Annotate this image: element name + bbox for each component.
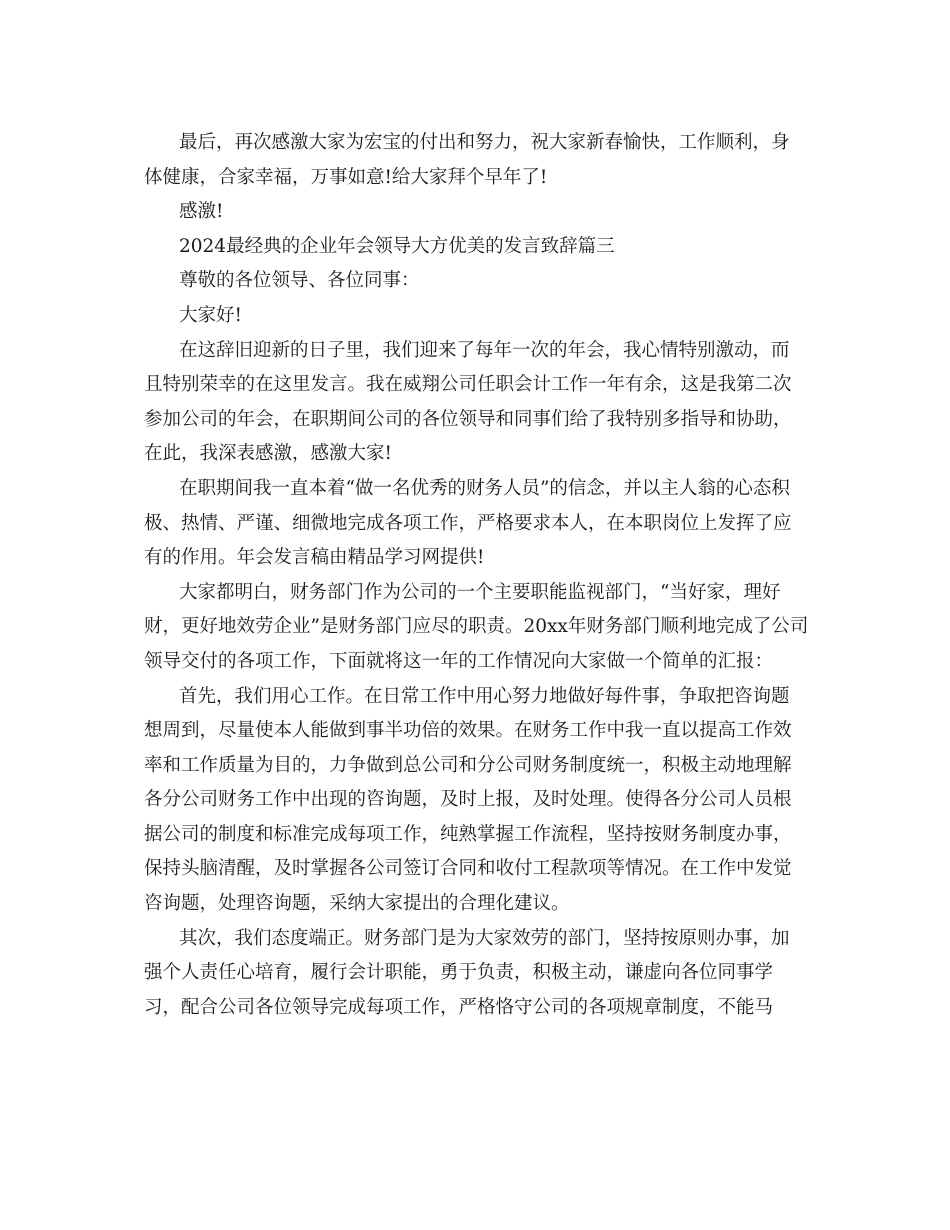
document-body <box>144 126 809 1025</box>
text-line: 大家都明白，财务部门作为公司的一个主要职能监视部门，“当好家，理好 <box>179 581 781 603</box>
text-line: 习，配合公司各位领导完成每项工作，严格恪守公司的各项规章制度，不能马 <box>144 996 774 1018</box>
text-line: 其次，我们态度端正。财务部门是为大家效劳的部门，坚持按原则办事，加 <box>179 927 790 949</box>
salutation: 尊敬的各位领导、各位同事： <box>179 270 420 292</box>
text-line: 且特别荣幸的在这里发言。我在威翔公司任职会计工作一年有余，这是我第二次 <box>144 374 792 396</box>
text-line: 财，更好地效劳企业”是财务部门应尽的职责。20xx年财务部门顺利地完成了公司 <box>144 616 809 638</box>
text-line: 体健康，合家幸福，万事如意!给大家拜个早年了! <box>144 166 548 188</box>
text-line: 有的作用。年会发言稿由精品学习网提供! <box>144 547 485 569</box>
text-line: 首先，我们用心工作。在日常工作中用心努力地做好每件事，争取把咨询题 <box>179 685 790 707</box>
text-line: 想周到，尽量使本人能做到事半功倍的效果。在财务工作中我一直以提高工作效 <box>144 720 792 742</box>
greeting: 大家好! <box>179 304 242 326</box>
text-line: 在职期间我一直本着“做一名优秀的财务人员”的信念，并以主人翁的心态积 <box>179 477 790 499</box>
text-line: 强个人责任心培育，履行会计职能，勇于负责，积极主动，谦虚向各位同事学 <box>144 962 774 984</box>
section-title: 2024最经典的企业年会领导大方优美的发言致辞篇三 <box>179 235 615 257</box>
text-line: 在这辞旧迎新的日子里，我们迎来了每年一次的年会，我心情特别激动，而 <box>179 339 790 361</box>
text-line: 保持头脑清醒，及时掌握各公司签订合同和收付工程款项等情况。在工作中发觉 <box>144 858 792 880</box>
text-line: 领导交付的各项工作，下面就将这一年的工作情况向大家做一个简单的汇报： <box>144 650 774 672</box>
text-line: 咨询题，处理咨询题，采纳大家提出的合理化建议。 <box>144 893 570 915</box>
text-line: 据公司的制度和标准完成每项工作，纯熟掌握工作流程，坚持按财务制度办事， <box>144 823 792 845</box>
text-line: 极、热情、严谨、细微地完成各项工作，严格要求本人，在本职岗位上发挥了应 <box>144 512 792 534</box>
text-line: 各分公司财务工作中出现的咨询题，及时上报，及时处理。使得各分公司人员根 <box>144 789 792 811</box>
text-line: 最后，再次感激大家为宏宝的付出和努力，祝大家新春愉快，工作顺利，身 <box>179 132 790 153</box>
text-line: 感激! <box>179 201 224 223</box>
text-line: 率和工作质量为目的，力争做到总公司和分公司财务制度统一，积极主动地理解 <box>144 754 792 776</box>
text-line: 参加公司的年会，在职期间公司的各位领导和同事们给了我特别多指导和协助， <box>144 408 792 430</box>
text-line: 在此，我深表感激，感激大家! <box>144 443 392 465</box>
